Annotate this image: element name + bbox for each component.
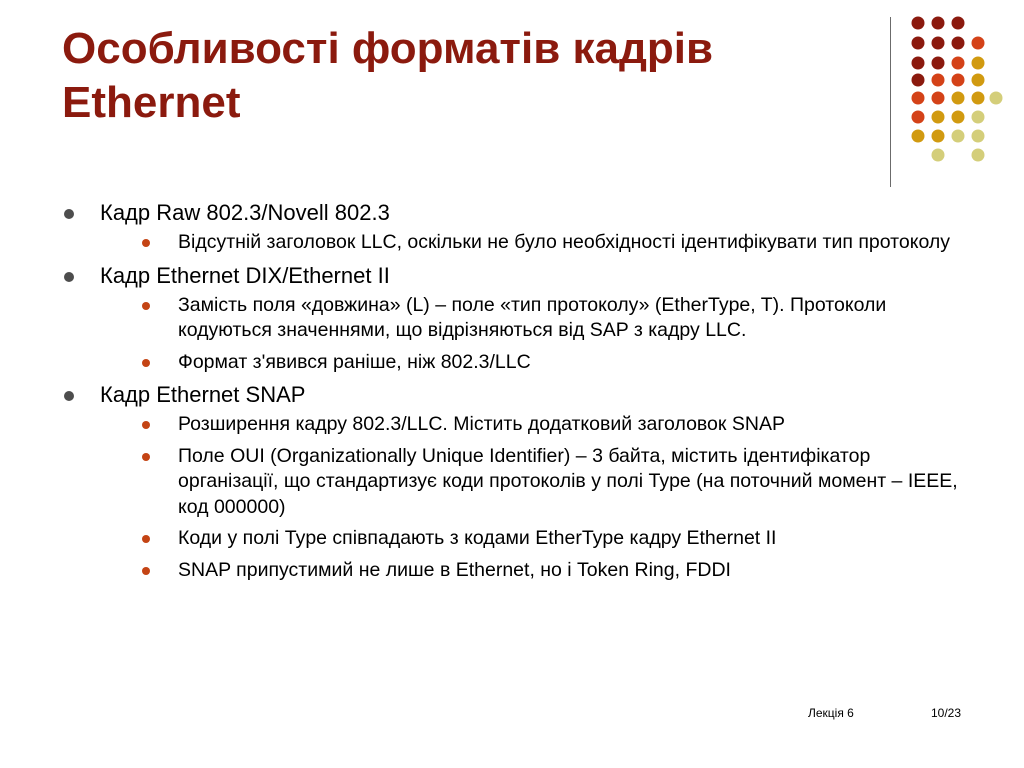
dot — [972, 37, 985, 50]
dot — [932, 17, 945, 30]
slide-title-line2: Ethernet — [62, 78, 241, 127]
dot — [912, 74, 925, 87]
dot — [912, 17, 925, 30]
sub-bullet-item — [98, 558, 962, 584]
dot — [952, 37, 965, 50]
bullet-list — [62, 193, 962, 589]
title-divider — [890, 17, 891, 187]
dot — [952, 111, 965, 124]
dot — [972, 92, 985, 105]
sub-bullet-item — [98, 412, 962, 438]
dot — [972, 149, 985, 162]
slide-title — [62, 22, 882, 130]
dot — [952, 130, 965, 143]
dot — [972, 130, 985, 143]
sub-bullet-text: Формат з'явився раніше, ніж 802.3/LLC — [178, 350, 531, 373]
dot — [912, 57, 925, 70]
dot — [952, 17, 965, 30]
bullet-text: Кадр Raw 802.3/Novell 802.3 — [100, 200, 390, 225]
sub-bullet-list — [100, 412, 962, 583]
sub-bullet-marker — [142, 359, 150, 367]
sub-bullet-text: SNAP припустимий не лише в Ethernet, но і Token Ring, FDDI — [178, 558, 731, 581]
bullet-item — [62, 199, 962, 256]
sub-bullet-item — [98, 444, 962, 521]
dot — [952, 92, 965, 105]
footer-lecture-label: Лекція 6 — [808, 706, 854, 720]
sub-bullet-text: Коди у полі Type співпадають з кодами EtherType кадру Ethernet II — [178, 527, 777, 549]
bullet-marker — [64, 209, 74, 219]
sub-bullet-list — [100, 230, 962, 256]
bullet-marker — [64, 391, 74, 401]
sub-bullet-marker — [142, 453, 150, 461]
sub-bullet-item — [98, 526, 962, 552]
bullet-marker — [64, 272, 74, 282]
bullet-text: Кадр Ethernet SNAP — [100, 382, 306, 407]
dot — [912, 92, 925, 105]
bullet-item — [62, 381, 962, 583]
dot — [932, 130, 945, 143]
dot — [990, 92, 1003, 105]
sub-bullet-marker — [142, 239, 150, 247]
sub-bullet-item — [98, 293, 962, 344]
slide-title-line1: Особливості форматів кадрів — [62, 24, 714, 73]
dot — [932, 37, 945, 50]
dot — [972, 57, 985, 70]
dot — [932, 57, 945, 70]
dot — [932, 149, 945, 162]
dot — [932, 74, 945, 87]
dot — [932, 92, 945, 105]
sub-bullet-item — [98, 350, 962, 376]
sub-bullet-marker — [142, 302, 150, 310]
dot — [912, 111, 925, 124]
dot — [972, 111, 985, 124]
sub-bullet-item — [98, 230, 962, 256]
sub-bullet-marker — [142, 421, 150, 429]
sub-bullet-text: Поле OUI (Organizationally Unique Identifier) – 3 байта, містить ідентифікатор організації, що стандартизує коди протоколів у полі Type (на поточний момент – IEEE, код 000000) — [178, 444, 958, 518]
sub-bullet-list — [100, 293, 962, 376]
sub-bullet-marker — [142, 535, 150, 543]
dot — [952, 74, 965, 87]
bullet-item — [62, 262, 962, 376]
dot — [932, 111, 945, 124]
bullet-text: Кадр Ethernet DIX/Ethernet II — [100, 262, 390, 288]
sub-bullet-text: Замість поля «довжина» (L) – поле «тип протоколу» (EtherType, T). Протоколи кодуються значеннями, що відрізняються від SAP з кадру LLC. — [178, 293, 887, 341]
dot — [952, 57, 965, 70]
footer-page-number: 10/23 — [931, 706, 962, 720]
sub-bullet-text: Розширення кадру 802.3/LLC. Містить додатковий заголовок SNAP — [178, 413, 785, 435]
dot — [912, 130, 925, 143]
dot — [912, 37, 925, 50]
sub-bullet-text: Відсутній заголовок LLC, оскільки не було необхідності ідентифікувати тип протоколу — [178, 231, 951, 253]
sub-bullet-marker — [142, 567, 150, 575]
dot — [972, 74, 985, 87]
